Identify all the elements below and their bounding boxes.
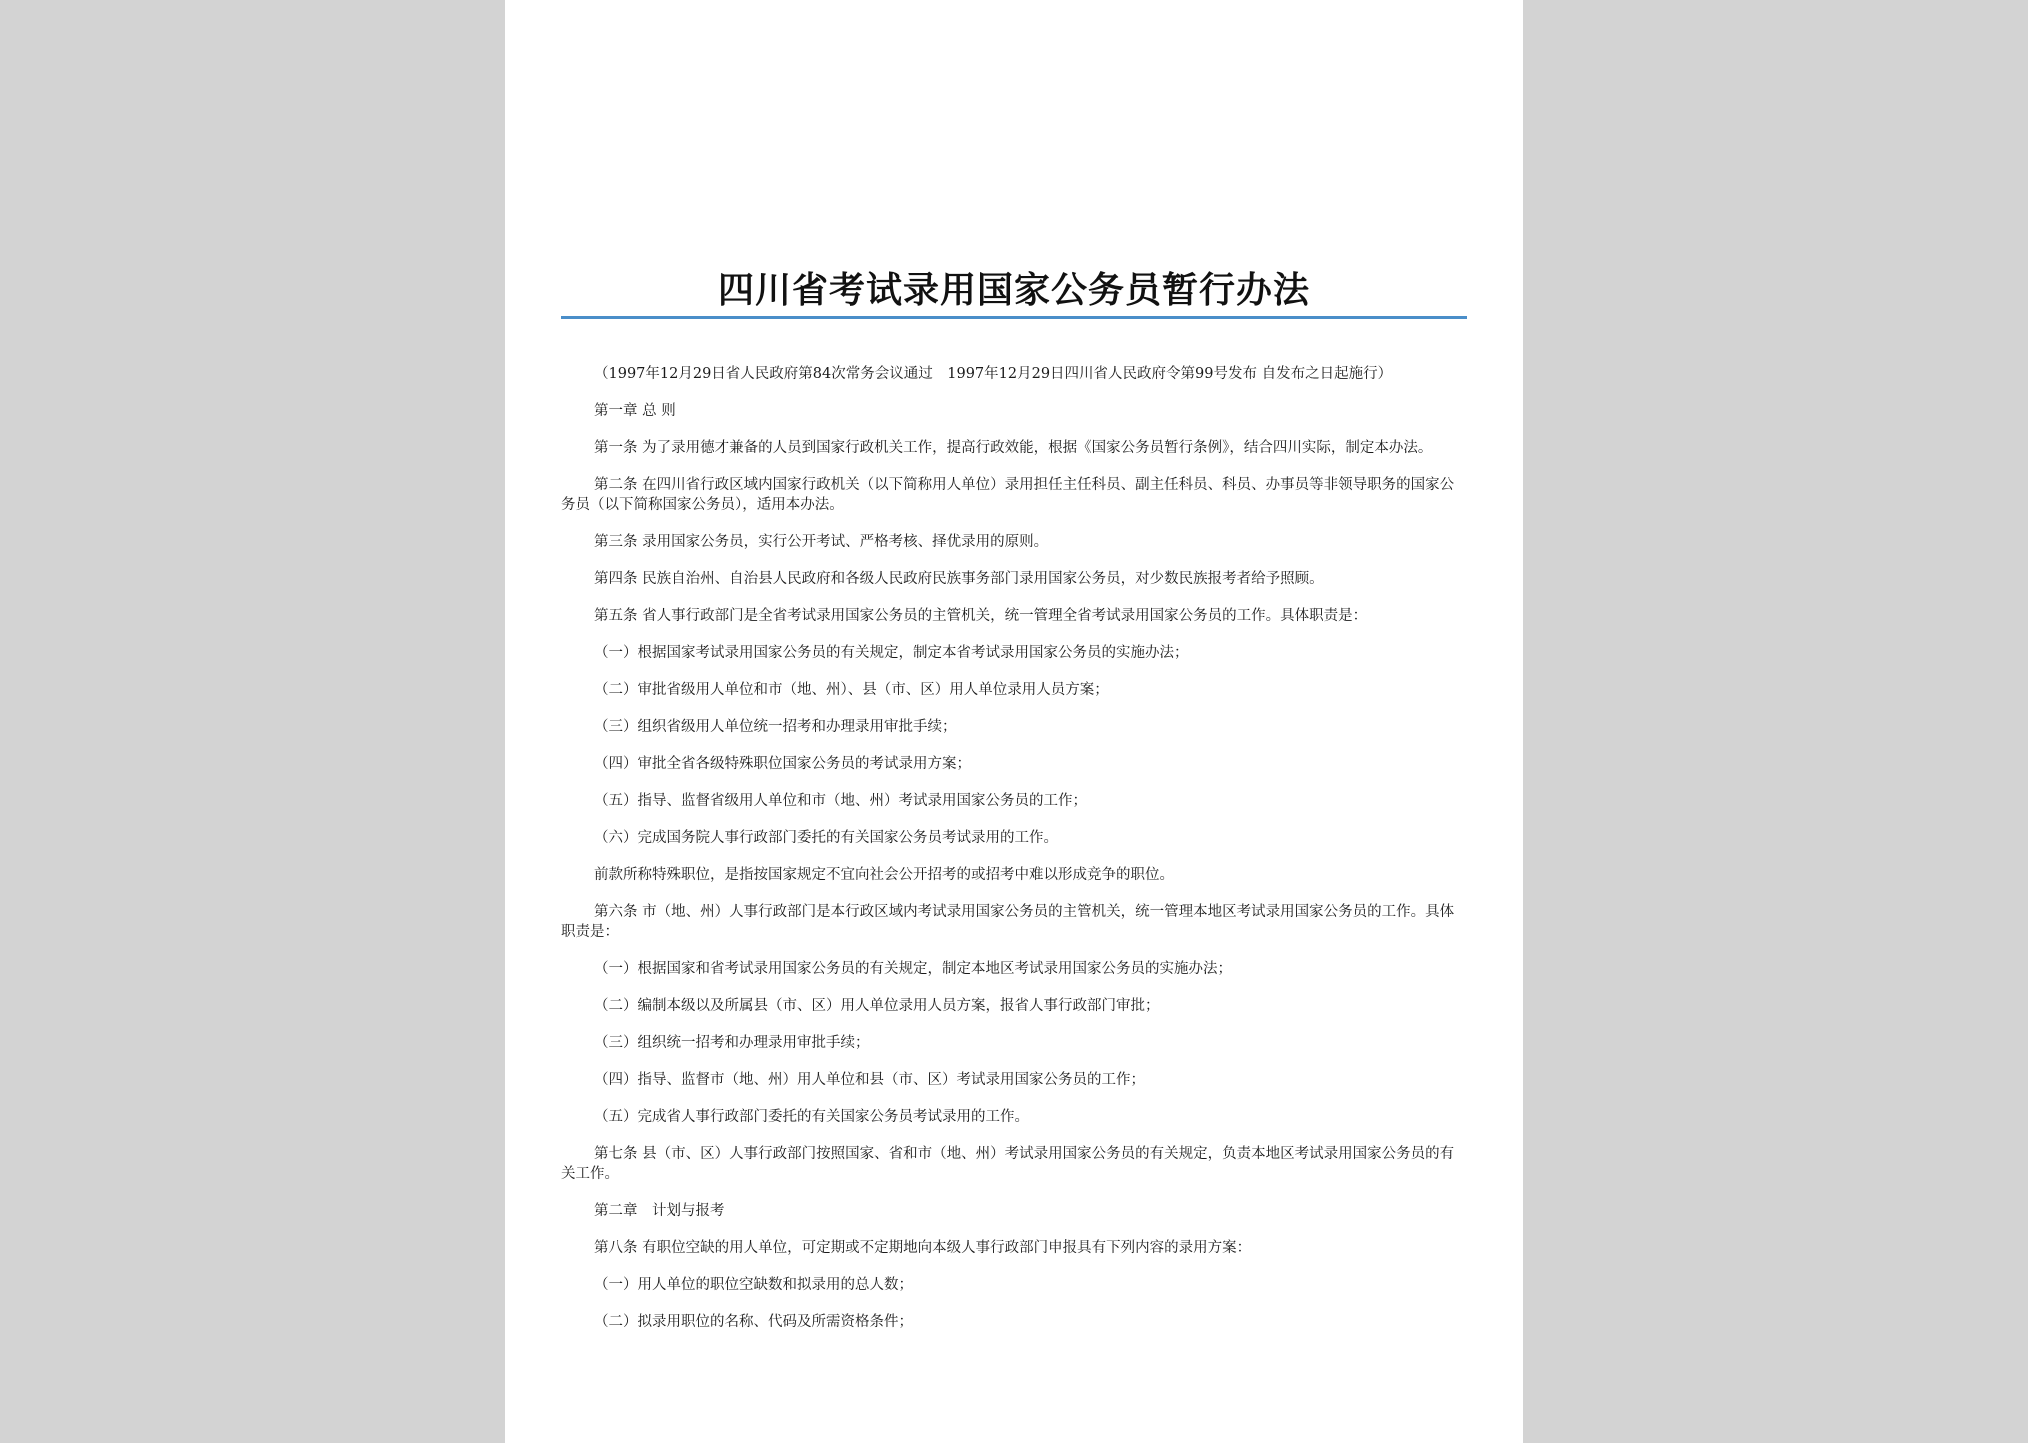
list-item: （二）编制本级以及所属县（市、区）用人单位录用人员方案，报省人事行政部门审批； bbox=[594, 998, 1160, 1014]
list-item: （三）组织统一招考和办理录用审批手续； bbox=[594, 1035, 870, 1051]
article-paragraph: 前款所称特殊职位，是指按国家规定不宜向社会公开招考的或招考中难以形成竞争的职位。 bbox=[594, 867, 1174, 883]
document-title: 四川省考试录用国家公务员暂行办法 bbox=[717, 269, 1310, 311]
promulgation-note: （1997年12月29日省人民政府第84次常务会议通过 1997年12月29日四川省人民政府令第99号发布 自发布之日起施行） bbox=[594, 366, 1393, 382]
list-item: （五）完成省人事行政部门委托的有关国家公务员考试录用的工作。 bbox=[594, 1109, 1029, 1125]
article-paragraph: 第五条 省人事行政部门是全省考试录用国家公务员的主管机关，统一管理全省考试录用国家公务员的工作。具体职责是： bbox=[594, 608, 1368, 624]
list-item: （四）指导、监督市（地、州）用人单位和县（市、区）考试录用国家公务员的工作； bbox=[594, 1072, 1145, 1088]
chapter-heading: 第二章 计划与报考 bbox=[594, 1203, 725, 1219]
article-paragraph: 第七条 县（市、区）人事行政部门按照国家、省和市（地、州）考试录用国家公务员的有关规定，负责本地区考试录用国家公务员的有关工作。 bbox=[561, 1146, 1455, 1182]
list-item: （三）组织省级用人单位统一招考和办理录用审批手续； bbox=[594, 719, 957, 735]
article-paragraph: 第八条 有职位空缺的用人单位，可定期或不定期地向本级人事行政部门申报具有下列内容的录用方案： bbox=[594, 1240, 1252, 1256]
document-page bbox=[505, 0, 1523, 1443]
title-underline bbox=[561, 316, 1467, 319]
document-body bbox=[561, 364, 1461, 1349]
list-item: （五）指导、监督省级用人单位和市（地、州）考试录用国家公务员的工作； bbox=[594, 793, 1087, 809]
article-paragraph: 第六条 市（地、州）人事行政部门是本行政区域内考试录用国家公务员的主管机关，统一管理本地区考试录用国家公务员的工作。具体职责是： bbox=[561, 904, 1455, 940]
list-item: （四）审批全省各级特殊职位国家公务员的考试录用方案； bbox=[594, 756, 971, 772]
list-item: （六）完成国务院人事行政部门委托的有关国家公务员考试录用的工作。 bbox=[594, 830, 1058, 846]
list-item: （一）用人单位的职位空缺数和拟录用的总人数； bbox=[594, 1277, 913, 1293]
article-paragraph: 第一条 为了录用德才兼备的人员到国家行政机关工作，提高行政效能，根据《国家公务员暂行条例》，结合四川实际，制定本办法。 bbox=[594, 440, 1433, 456]
article-paragraph: 第四条 民族自治州、自治县人民政府和各级人民政府民族事务部门录用国家公务员，对少数民族报考者给予照顾。 bbox=[594, 571, 1324, 587]
list-item: （二）拟录用职位的名称、代码及所需资格条件； bbox=[594, 1314, 913, 1330]
list-item: （二）审批省级用人单位和市（地、州）、县（市、区）用人单位录用人员方案； bbox=[594, 682, 1109, 698]
article-paragraph: 第二条 在四川省行政区域内国家行政机关（以下简称用人单位）录用担任主任科员、副主任科员、科员、办事员等非领导职务的国家公务员（以下简称国家公务员），适用本办法。 bbox=[561, 477, 1455, 513]
article-paragraph: 第三条 录用国家公务员，实行公开考试、严格考核、择优录用的原则。 bbox=[594, 534, 1049, 550]
chapter-heading: 第一章 总 则 bbox=[594, 403, 676, 419]
list-item: （一）根据国家考试录用国家公务员的有关规定，制定本省考试录用国家公务员的实施办法； bbox=[594, 645, 1189, 661]
list-item: （一）根据国家和省考试录用国家公务员的有关规定，制定本地区考试录用国家公务员的实施办法； bbox=[594, 961, 1232, 977]
